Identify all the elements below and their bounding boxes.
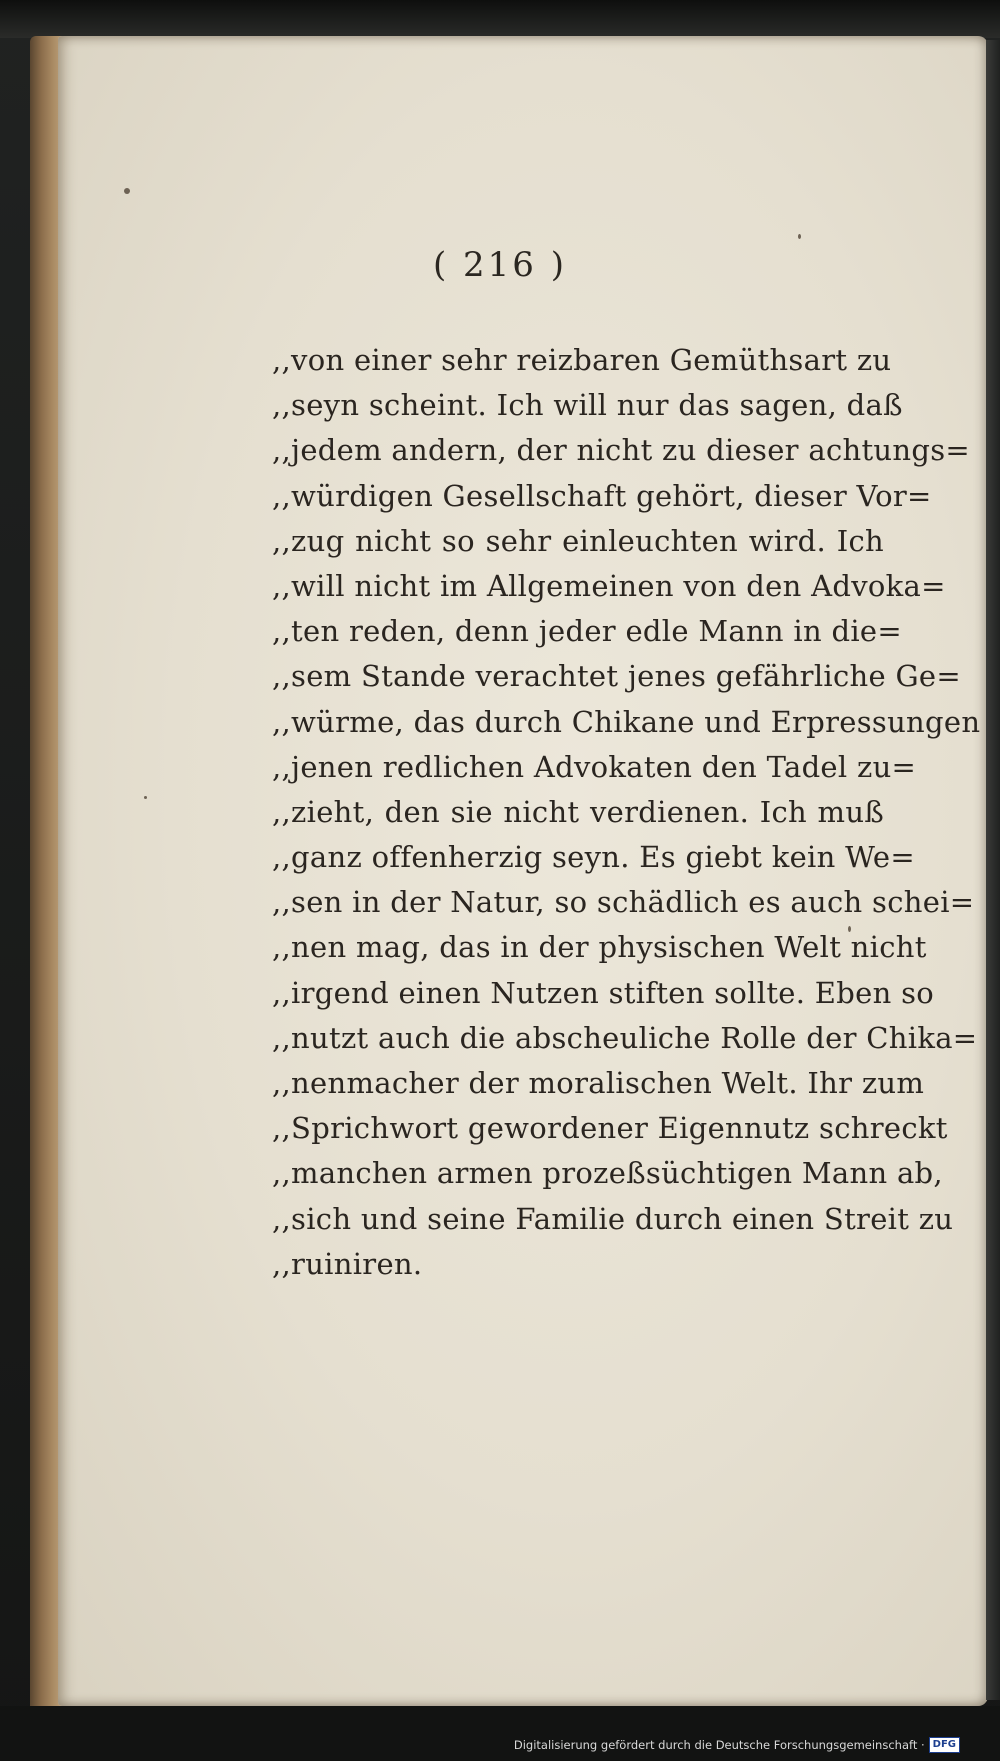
text-line: ,,jenen redlichen Advokaten den Tadel zu=: [272, 749, 917, 784]
scan-top-border: [0, 0, 1000, 38]
page-number: ( 216 ): [432, 245, 568, 285]
scan-bottom-border: [0, 1706, 1000, 1761]
credit-text: Digitalisierung gefördert durch die Deutsche Forschungsgemeinschaft ·: [513, 1738, 925, 1752]
dfg-logo-icon: DFG: [929, 1737, 960, 1753]
text-line: ,,würdigen Gesellschaft gehört, dieser Vor=: [272, 478, 932, 513]
scan-right-border: [986, 40, 1000, 1700]
text-line: ,,manchen armen prozeßsüchtigen Mann ab,: [272, 1156, 943, 1191]
text-line: ,,will nicht im Allgemeinen von den Advoka=: [272, 568, 946, 603]
text-line: ,,nutzt auch die abscheuliche Rolle der Chika=: [272, 1020, 978, 1055]
text-line: ,,irgend einen Nutzen stiften sollte. Eben so: [272, 975, 935, 1010]
body-text: [272, 338, 981, 1287]
text-line: ,,sem Stande verachtet jenes gefährliche Ge=: [272, 659, 961, 694]
text-line: ,,zug nicht so sehr einleuchten wird. Ich: [272, 523, 884, 558]
text-line: ,,ganz offenherzig seyn. Es giebt kein We=: [272, 840, 915, 875]
paper-speck: [798, 234, 801, 239]
paper-speck: [124, 188, 130, 194]
text-line: ,,nen mag, das in der physischen Welt nicht: [272, 930, 927, 965]
text-line: ,,würme, das durch Chikane und Erpressungen: [272, 704, 981, 739]
text-line: ,,nenmacher der moralischen Welt. Ihr zum: [272, 1066, 925, 1100]
text-line: ,,ruiniren.: [272, 1246, 423, 1281]
text-line: ,,jedem andern, der nicht zu dieser achtungs=: [272, 433, 971, 468]
text-line: ,,seyn scheint. Ich will nur das sagen, daß: [272, 388, 903, 423]
text-line: ,,zieht, den sie nicht verdienen. Ich muß: [272, 794, 884, 829]
text-line: ,,sich und seine Familie durch einen Streit zu: [272, 1201, 954, 1236]
text-line: ,,von einer sehr reizbaren Gemüthsart zu: [272, 343, 892, 377]
text-line: ,,ten reden, denn jeder edle Mann in die=: [272, 614, 902, 649]
paper-speck: [144, 796, 147, 799]
text-line: ,,Sprichwort gewordener Eigennutz schreckt: [272, 1111, 948, 1146]
text-line: ,,sen in der Natur, so schädlich es auch schei=: [272, 885, 975, 920]
digitization-credit: [514, 1737, 960, 1753]
